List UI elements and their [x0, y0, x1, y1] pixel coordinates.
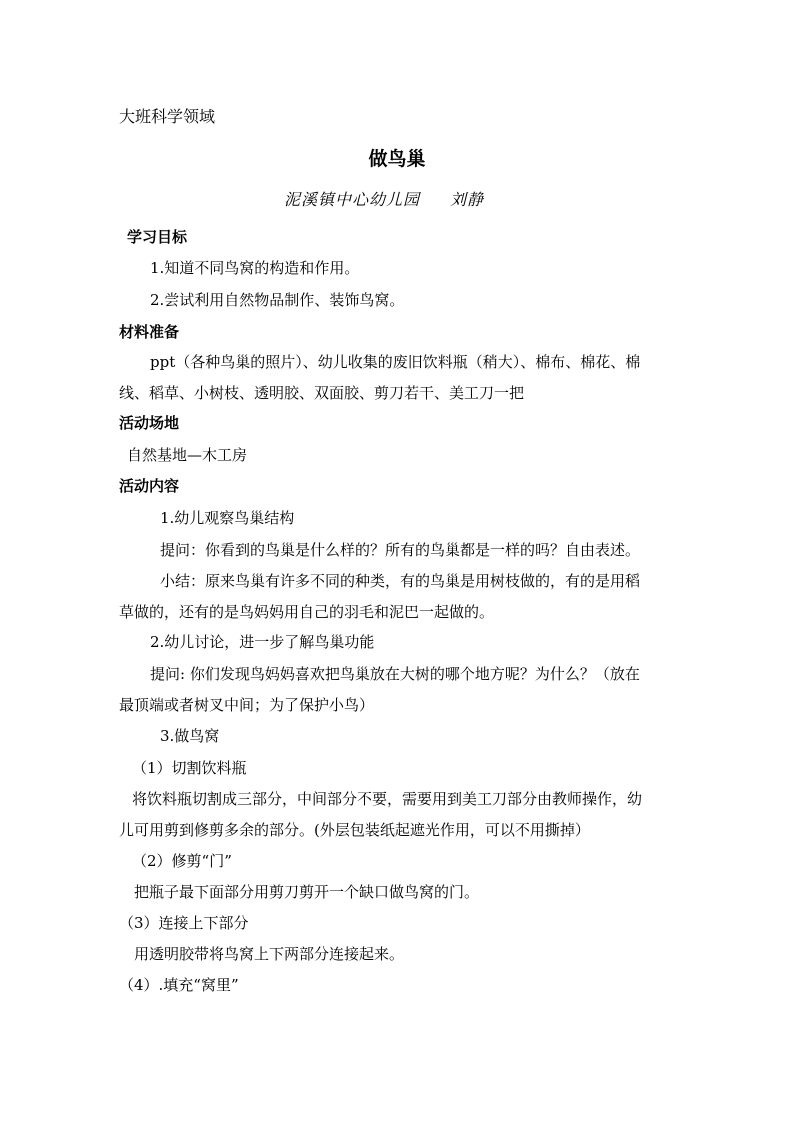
goals-heading: 学习目标 [127, 228, 188, 246]
step-question-line: 最顶端或者树叉中间；为了保护小鸟） [119, 696, 375, 714]
materials-line: 线、稻草、小树枝、透明胶、双面胶、剪刀若干、美工刀一把 [119, 384, 525, 402]
author-name: 刘静 [450, 190, 485, 209]
goal-item: 2.尝试利用自然物品制作、装饰鸟窝。 [150, 291, 405, 309]
venue-heading: 活动场地 [119, 414, 180, 432]
category-label: 大班科学领域 [119, 107, 216, 126]
substep-title: （3）连接上下部分 [119, 914, 249, 932]
substep-text-line: 儿可用剪到修剪多余的部分。(外层包装纸起遮光作用，可以不用撕掉） [119, 821, 590, 839]
substep-title: （2）修剪“门” [132, 852, 232, 870]
substep-text-line: 将饮料瓶切割成三部分，中间部分不要，需要用到美工刀部分由教师操作，幼 [132, 790, 643, 808]
venue-text: 自然基地—木工房 [127, 446, 248, 464]
step-summary-line: 草做的，还有的是鸟妈妈用自己的羽毛和泥巴一起做的。 [119, 603, 495, 621]
step-title: 1.幼儿观察鸟巢结构 [160, 509, 295, 527]
substep-title: （4）.填充“窝里” [119, 976, 239, 994]
substep-text: 用透明胶带将鸟窝上下两部分连接起来。 [134, 945, 405, 963]
step-question-line: 提问: 你们发现鸟妈妈喜欢把鸟巢放在大树的哪个地方呢？为什么？（放在 [150, 665, 640, 683]
materials-heading: 材料准备 [119, 323, 180, 341]
page-title: 做鸟巢 [368, 148, 426, 170]
step-summary-line: 小结：原来鸟巢有许多不同的种类，有的鸟巢是用树枝做的，有的是用稻 [160, 572, 641, 590]
school-name: 泥溪镇中心幼儿园 [284, 190, 421, 209]
substep-title: （1）切割饮料瓶 [132, 759, 247, 777]
substep-text: 把瓶子最下面部分用剪刀剪开一个缺口做鸟窝的门。 [134, 883, 480, 901]
step-title: 2.幼儿讨论，进一步了解鸟巢功能 [150, 633, 375, 651]
goal-item: 1.知道不同鸟窝的构造和作用。 [150, 259, 360, 277]
materials-line: ppt（各种鸟巢的照片）、幼儿收集的废旧饮料瓶（稍大）、棉布、棉花、棉 [150, 353, 641, 371]
step-question: 提问：你看到的鸟巢是什么样的？所有的鸟巢都是一样的吗？自由表述。 [160, 541, 641, 559]
byline [284, 190, 484, 210]
step-title: 3.做鸟窝 [160, 727, 220, 745]
content-heading: 活动内容 [119, 477, 180, 495]
